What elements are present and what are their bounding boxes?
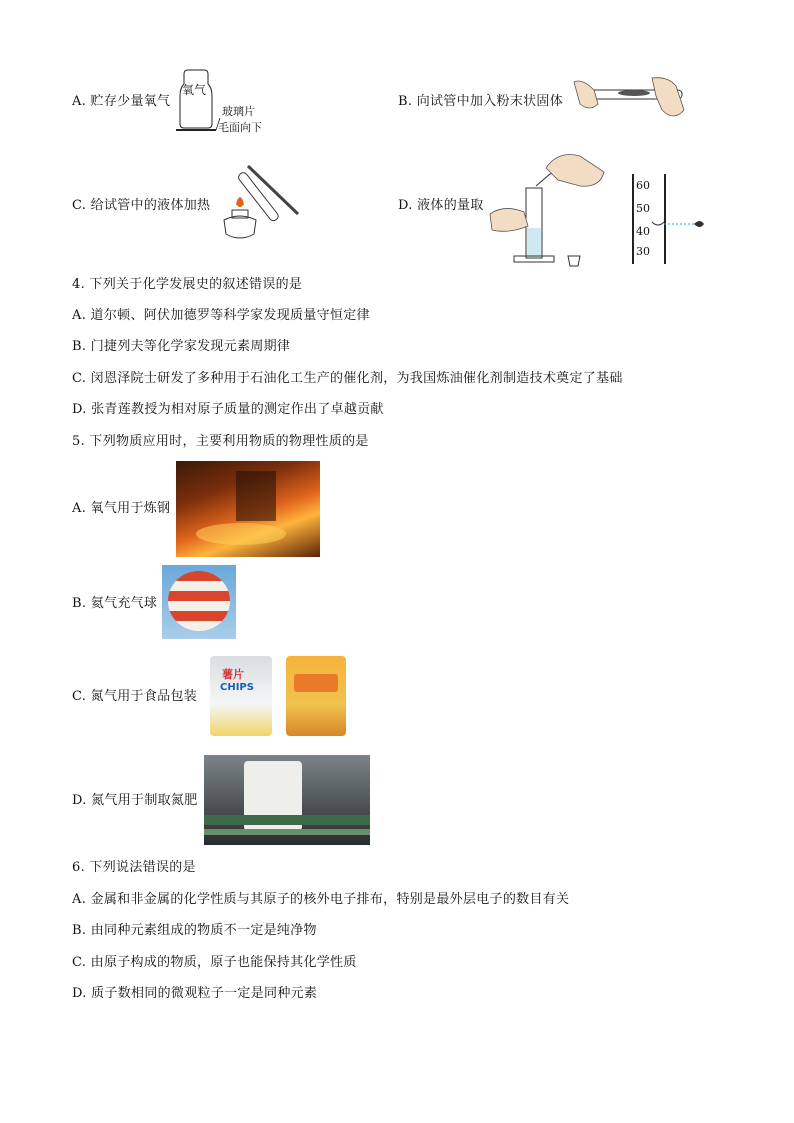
helium-balloon-photo	[162, 565, 236, 639]
q6-option-b: B. 由同种元素组成的物质不一定是纯净物	[72, 923, 317, 938]
q6-option-c: C. 由原子构成的物质，原子也能保持其化学性质	[72, 955, 357, 970]
q3-option-b: B. 向试管中加入粉末状固体	[398, 94, 564, 109]
steelmaking-photo	[176, 461, 320, 557]
glass-label-1: 玻璃片	[222, 105, 255, 118]
chips-brand: CHIPS	[220, 682, 254, 693]
scale-50: 50	[636, 202, 650, 215]
cylinder-pouring-figure	[488, 148, 608, 270]
scale-60: 60	[636, 179, 650, 192]
sight-line-eye-icon	[650, 214, 706, 234]
chips-label: 薯片	[222, 668, 244, 681]
bottle-label: 氧气	[182, 83, 207, 97]
q5-option-b: B. 氦气充气球	[72, 596, 158, 611]
q6-stem: 6. 下列说法错误的是	[72, 860, 196, 875]
q5-option-a: A. 氧气用于炼钢	[72, 501, 171, 516]
q4-option-c: C. 闵恩泽院士研发了多种用于石油化工生产的催化剂，为我国炼油催化剂制造技术奠定了基础	[72, 371, 623, 386]
glass-label-2: 毛面向下	[218, 121, 262, 134]
chips-bag-photo-2	[286, 656, 346, 736]
q3-option-d: D. 液体的量取	[398, 198, 484, 213]
q3-option-c: C. 给试管中的液体加热	[72, 198, 211, 213]
q6-option-d: D. 质子数相同的微观粒子一定是同种元素	[72, 986, 318, 1001]
scale-30: 30	[636, 245, 650, 258]
fertilizer-factory-photo	[204, 755, 370, 845]
q4-option-d: D. 张青莲教授为相对原子质量的测定作出了卓越贡献	[72, 402, 384, 417]
q6-option-a: A. 金属和非金属的化学性质与其原子的核外电子排布，特别是最外层电子的数目有关	[72, 892, 570, 907]
q4-stem: 4. 下列关于化学发展史的叙述错误的是	[72, 277, 303, 292]
q5-option-c: C. 氮气用于食品包装	[72, 689, 198, 704]
chips-bag-photo-1	[210, 656, 272, 736]
heating-test-tube-figure	[210, 160, 310, 246]
q4-option-a: A. 道尔顿、阿伏加德罗等科学家发现质量守恒定律	[72, 308, 370, 323]
test-tube-powder-figure	[572, 74, 692, 128]
q5-option-d: D. 氮气用于制取氮肥	[72, 793, 198, 808]
q3-option-a: A. 贮存少量氧气	[72, 94, 171, 109]
q5-stem: 5. 下列物质应用时，主要利用物质的物理性质的是	[72, 434, 369, 449]
cylinder-scale-wall	[632, 174, 634, 264]
q4-option-b: B. 门捷列夫等化学家发现元素周期律	[72, 339, 291, 354]
scale-40: 40	[636, 225, 650, 238]
